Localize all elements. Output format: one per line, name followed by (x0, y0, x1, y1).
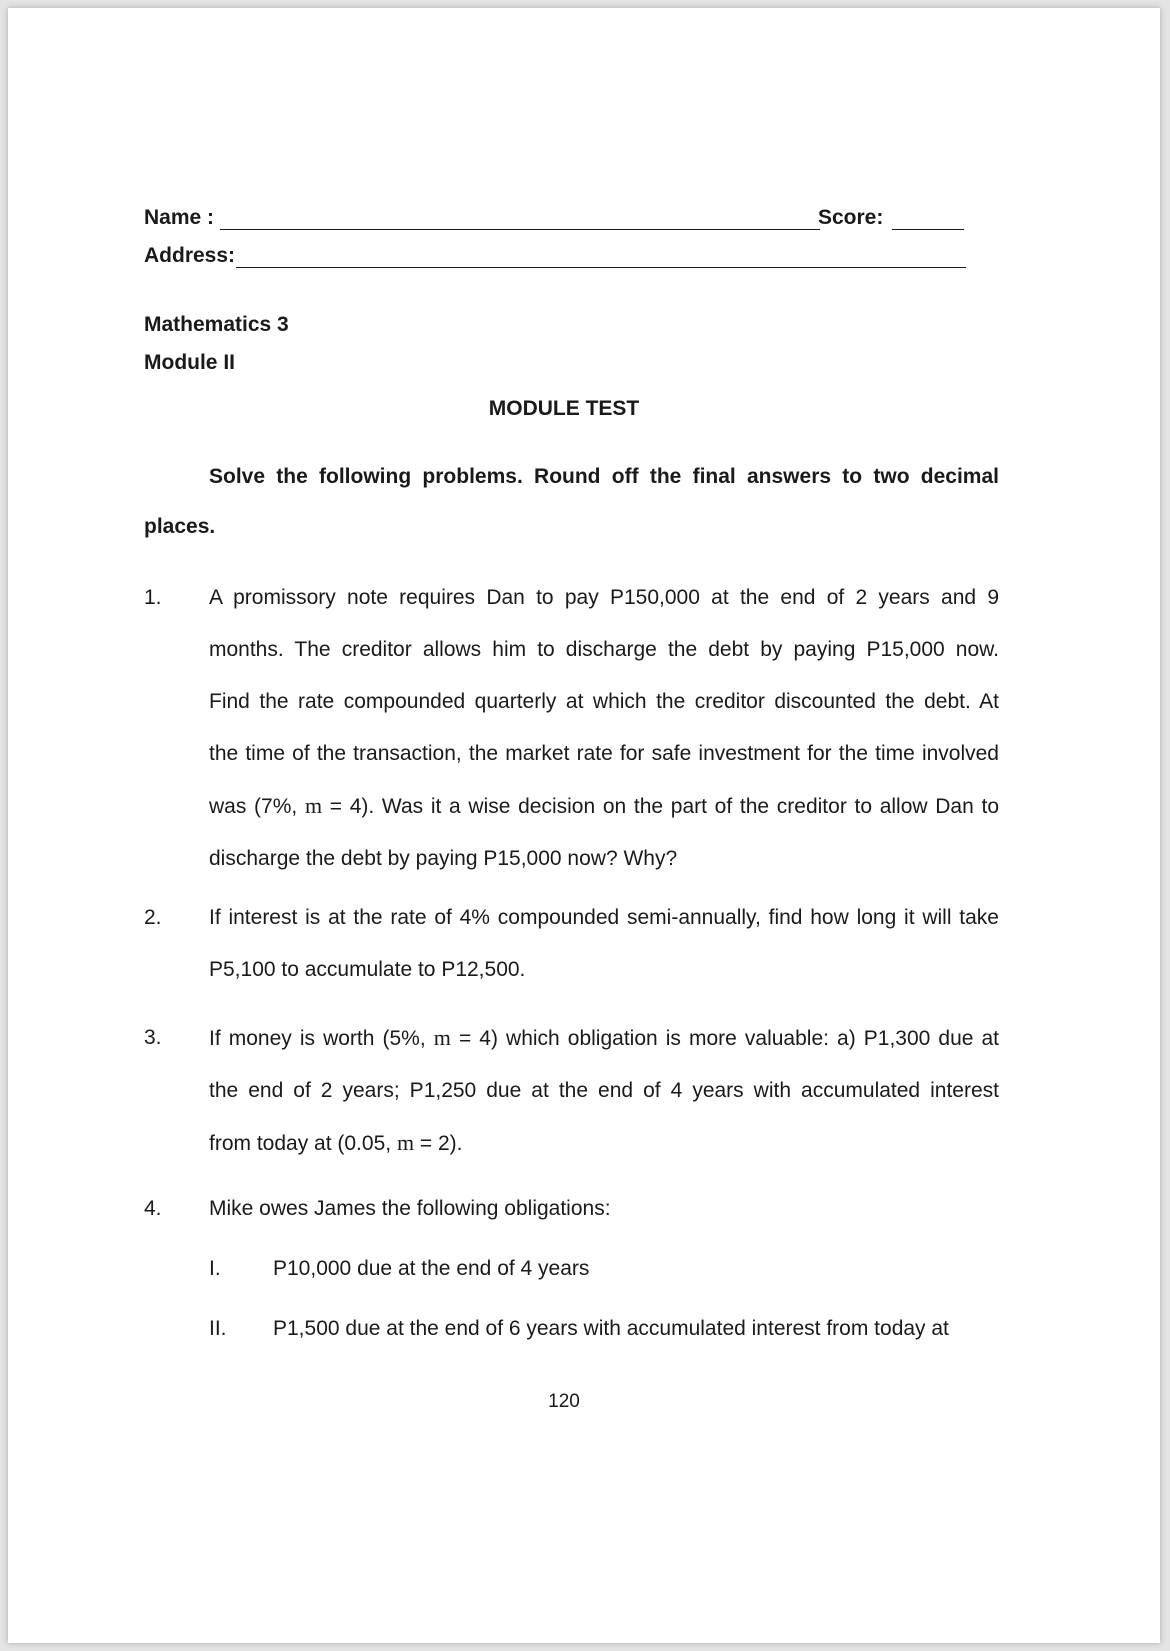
problem-4-item-2-roman: II. (209, 1317, 227, 1340)
problem-3-line-1-a: If money is worth (5%, (209, 1027, 426, 1050)
variable-m: m (304, 793, 323, 818)
address-blank-line (236, 267, 966, 268)
problem-1-line-3: Find the rate compounded quarterly at which the creditor discounted the debt. At (209, 690, 999, 713)
variable-m: m (396, 1130, 415, 1155)
problem-3 (209, 1012, 999, 1170)
instructions-line-1: Solve the following problems. Round off the final answers to two decimal (209, 465, 999, 488)
problem-3-line-3 (209, 1117, 999, 1170)
problem-4-text: Mike owes James the following obligations: (209, 1197, 611, 1220)
document-page (8, 8, 1160, 1643)
problem-1 (209, 572, 999, 885)
name-label: Name : (144, 206, 215, 229)
problem-2-number: 2. (144, 906, 162, 929)
problem-4-number: 4. (144, 1197, 162, 1220)
page-number: 120 (548, 1391, 580, 1412)
problem-2 (209, 892, 999, 996)
problem-3-number: 3. (144, 1026, 162, 1049)
variable-m: m (433, 1025, 451, 1050)
subject-title: Mathematics 3 (144, 313, 289, 336)
problem-3-line-1-b: = 4) which obligation is more valuable: a) P1,300 due at (458, 1027, 1000, 1050)
address-label: Address: (144, 244, 236, 267)
problem-3-line-3-b: = 2). (419, 1132, 463, 1155)
problem-4-item-1-roman: I. (209, 1257, 221, 1280)
problem-1-number: 1. (144, 586, 162, 609)
score-blank-line (892, 229, 964, 230)
problem-4-item-1-text: P10,000 due at the end of 4 years (273, 1257, 590, 1280)
problem-3-line-1 (209, 1012, 999, 1065)
problem-1-line-6: discharge the debt by paying P15,000 now? Why? (209, 847, 678, 870)
problem-1-line-5 (209, 780, 999, 833)
name-blank-line (220, 229, 820, 230)
problem-1-line-5-a: was (7%, (209, 795, 298, 818)
instructions-line-2: places. (144, 515, 216, 538)
problem-3-line-3-a: from today at (0.05, (209, 1132, 392, 1155)
problem-3-line-2: the end of 2 years; P1,250 due at the end of 4 years with accumulated interest (209, 1079, 999, 1102)
problem-1-line-1: A promissory note requires Dan to pay P150,000 at the end of 2 years and 9 (209, 586, 999, 609)
score-label: Score: (818, 206, 884, 229)
problem-1-line-2: months. The creditor allows him to discharge the debt by paying P15,000 now. (209, 638, 999, 661)
test-title: MODULE TEST (488, 397, 640, 420)
problem-1-line-5-b: = 4). Was it a wise decision on the part of the creditor to allow Dan to (329, 795, 999, 818)
module-title: Module II (144, 351, 235, 374)
problem-2-line-2: P5,100 to accumulate to P12,500. (209, 958, 526, 981)
problem-2-line-1: If interest is at the rate of 4% compounded semi-annually, find how long it will take (209, 906, 999, 929)
problem-4-item-2-text: P1,500 due at the end of 6 years with accumulated interest from today at (273, 1317, 949, 1340)
problem-1-line-4: the time of the transaction, the market rate for safe investment for the time involved (209, 742, 999, 765)
